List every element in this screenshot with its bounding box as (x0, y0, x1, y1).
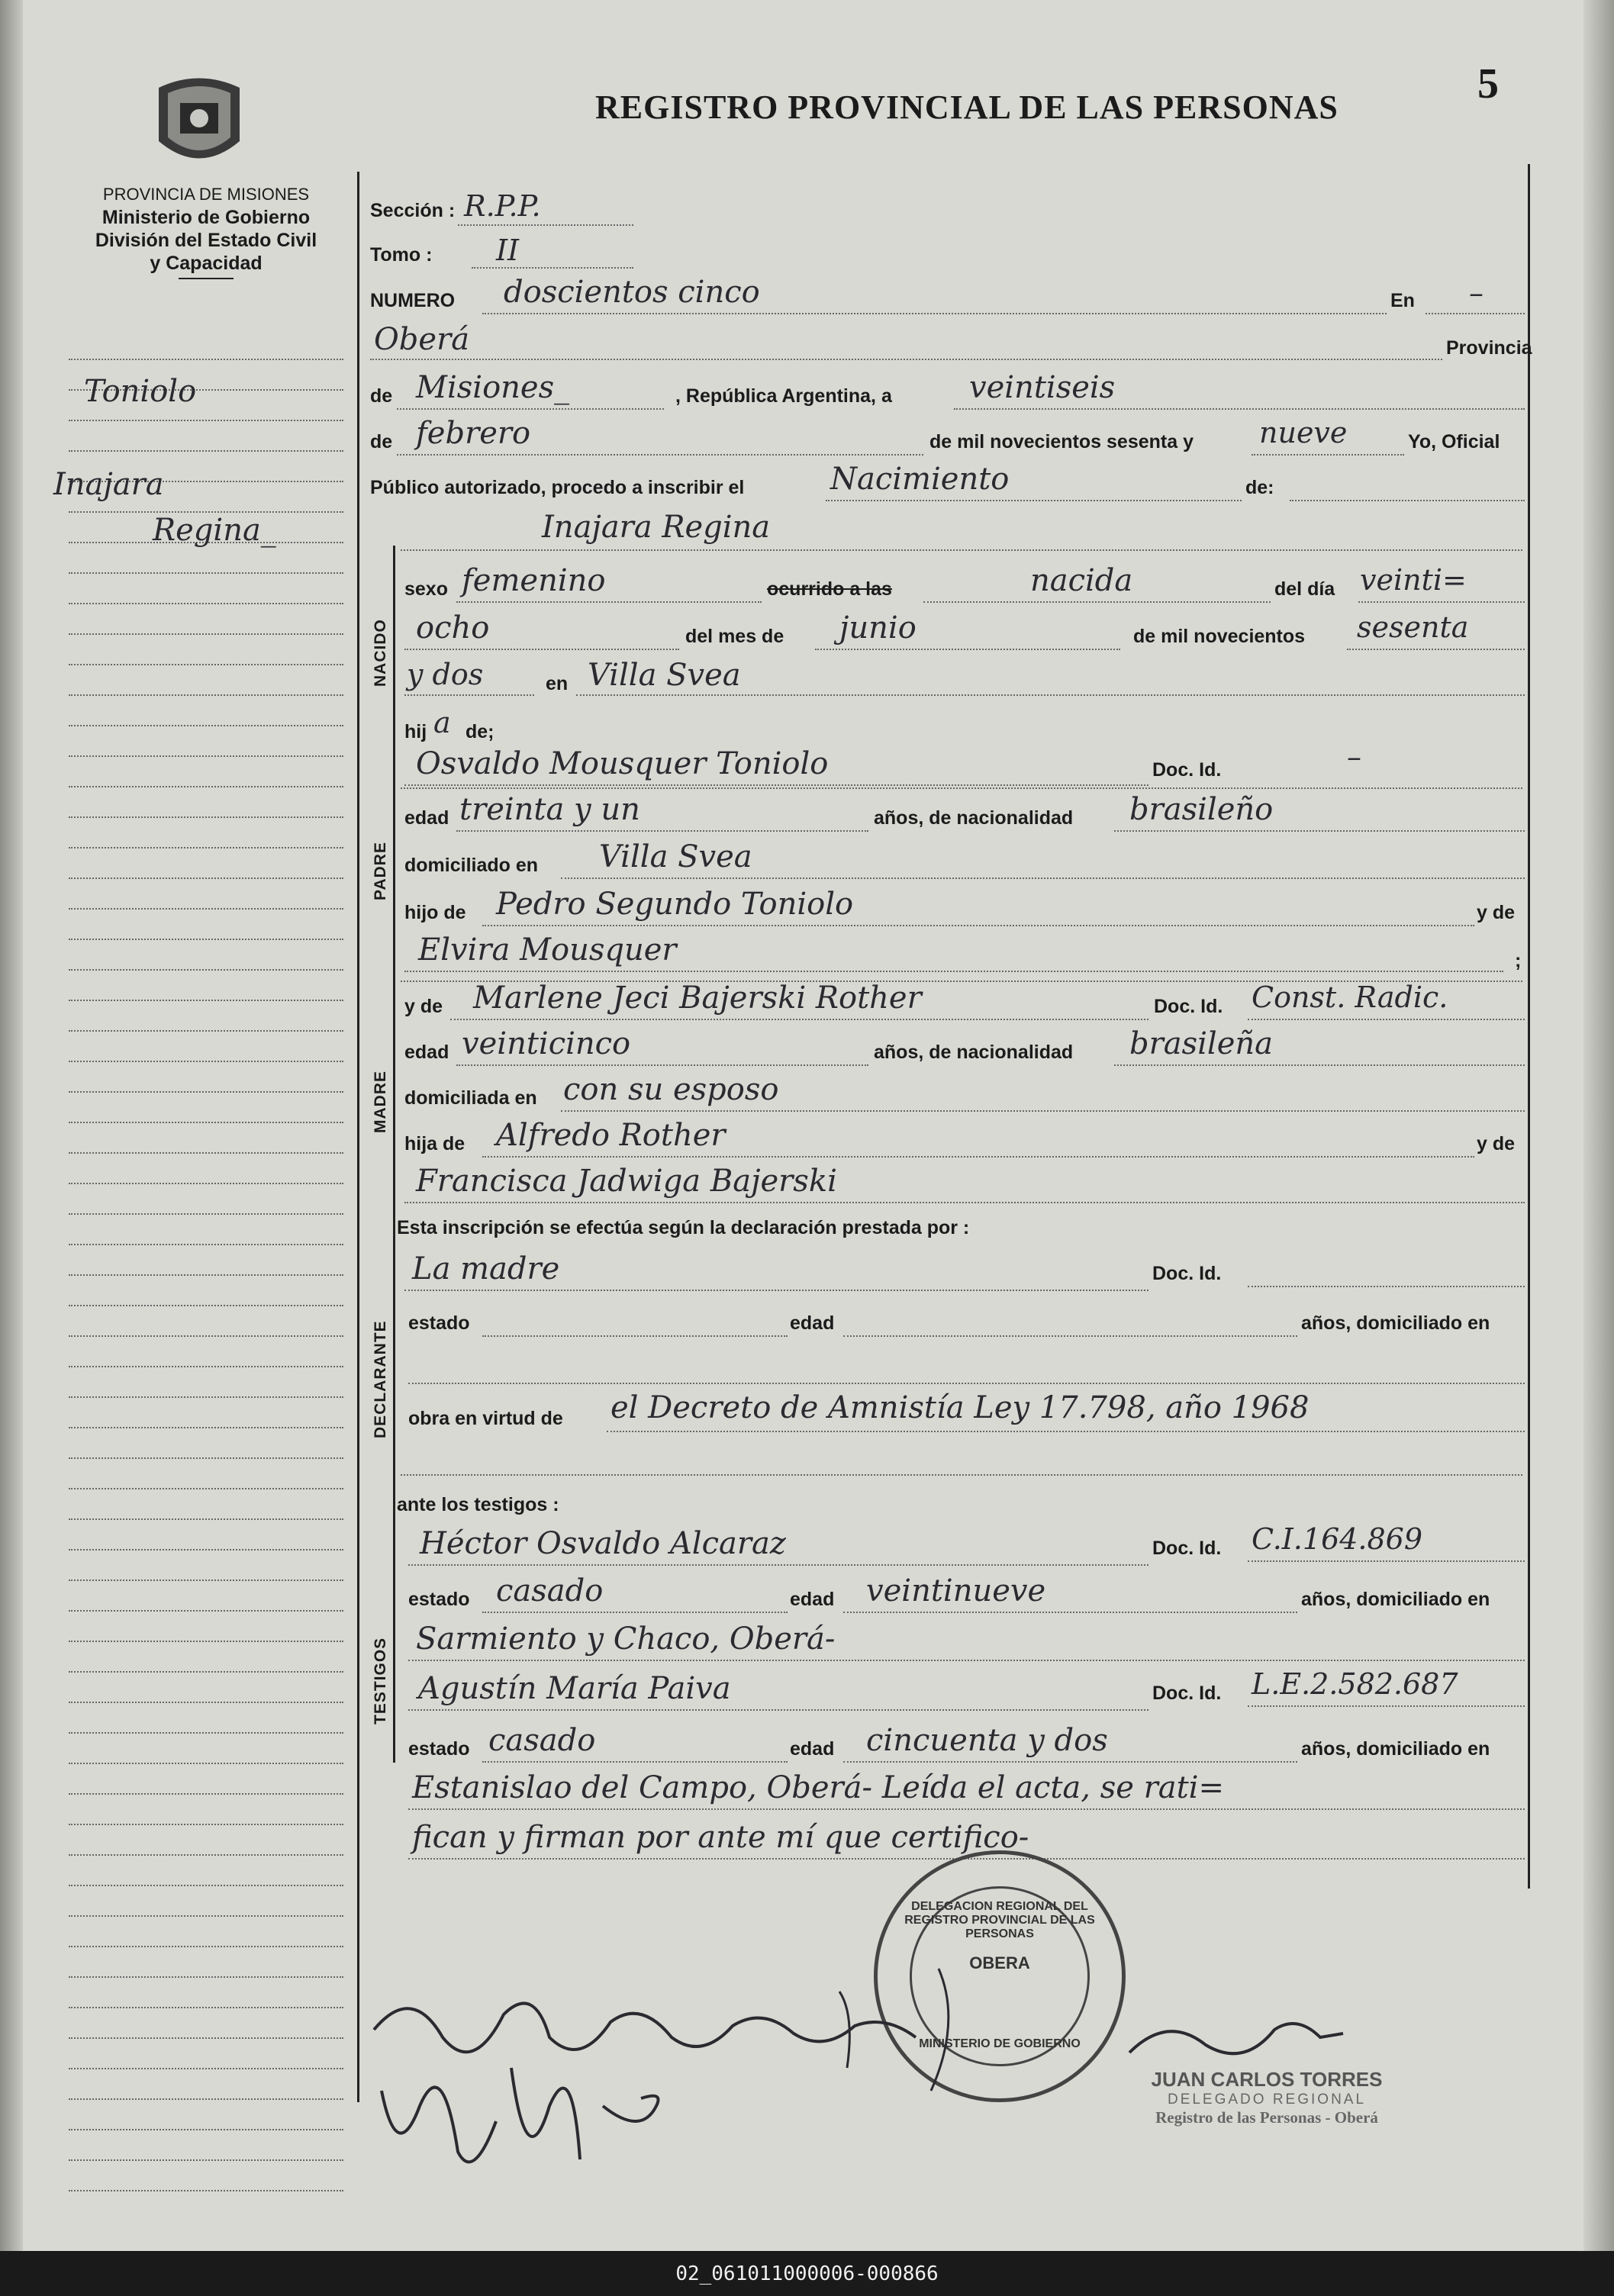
margin-rule-line (69, 1732, 343, 1734)
label-del-dia: del día (1274, 578, 1335, 600)
label-de-colon: de: (1245, 477, 1274, 498)
value-tomo: II (496, 233, 520, 267)
label-testigo1-edad: edad (790, 1589, 835, 1610)
margin-rule-line (69, 420, 343, 421)
margin-rule-line (69, 1366, 343, 1367)
margin-rule-line (69, 1244, 343, 1245)
margin-rule-line (69, 1702, 343, 1703)
margin-rule-line (69, 908, 343, 910)
margin-rule-line (69, 1763, 343, 1764)
org-province: PROVINCIA DE MISIONES (102, 185, 310, 204)
value-sexo: femenino (462, 563, 606, 598)
label-publico: Público autorizado, procedo a inscribir el (370, 477, 745, 498)
margin-rule-line (69, 1213, 343, 1215)
value-seccion: R.P.P. (464, 189, 541, 223)
label-sexo: sexo (404, 578, 448, 600)
margin-rule-line (69, 1885, 343, 1886)
label-ocurrido: ocurrido a las (767, 578, 892, 600)
section-rule (393, 546, 395, 1763)
value-anio-2: y dos (407, 658, 484, 691)
value-dia-2: ocho (416, 610, 490, 646)
margin-rule-line (69, 725, 343, 726)
label-testigo1-dom: años, domiciliado en (1301, 1589, 1490, 1610)
label-tomo: Tomo : (370, 244, 433, 266)
org-division: División del Estado Civil (95, 230, 317, 251)
org-capacity: y Capacidad (150, 253, 263, 274)
value-numero: doscientos cinco (504, 275, 760, 310)
margin-rule-line (69, 1122, 343, 1123)
margin-surname: Toniolo (84, 374, 197, 409)
value-dia-1: veinti= (1360, 563, 1467, 597)
label-de-mil: de mil novecientos (1133, 626, 1306, 647)
official-name: JUAN CARLOS TORRES (1151, 2068, 1383, 2091)
value-padre-nombre: Osvaldo Mousquer Toniolo (416, 746, 829, 781)
label-padre-edad: edad (404, 807, 449, 829)
side-label-padre: PADRE (372, 842, 389, 900)
margin-rule-line (69, 2007, 343, 2008)
stamp-text-bottom: MINISTERIO DE GOBIERNO (919, 2037, 1081, 2050)
value-provincia: Misiones_ (416, 370, 570, 405)
side-label-madre: MADRE (372, 1071, 389, 1133)
margin-rule-line (69, 450, 343, 452)
value-madre-nombre: Marlene Jeci Bajerski Rother (473, 981, 922, 1016)
official-block (1091, 2068, 1442, 2127)
label-testigo2-doc: Doc. Id. (1152, 1683, 1222, 1704)
value-padre-edad: treinta y un (459, 792, 640, 827)
label-de-mil-sesenta: de mil novecientos sesenta y (929, 431, 1194, 452)
margin-rule-line (69, 1671, 343, 1673)
label-declarante-edad: edad (790, 1312, 835, 1334)
book-binding (0, 0, 23, 2251)
value-cierre: fican y firman por ante mí que certifico- (412, 1820, 1029, 1855)
margin-rule-line (69, 1580, 343, 1581)
stamp-text-center: OBERA (969, 1953, 1030, 1972)
provincial-seal (151, 69, 247, 176)
margin-rule-line (69, 1305, 343, 1306)
margin-rule-line (69, 664, 343, 665)
margin-name-2: Regina_ (153, 513, 276, 548)
label-madre-y-de: y de (404, 996, 443, 1017)
value-madre-nac: brasileña (1129, 1026, 1273, 1061)
value-testigo2-edad: cincuenta y dos (866, 1723, 1108, 1758)
signatures (351, 1953, 1038, 2205)
margin-rule-line (69, 1152, 343, 1154)
margin-rule-line (69, 816, 343, 818)
margin-rule-line (69, 1946, 343, 1947)
label-seccion: Sección : (370, 200, 456, 221)
margin-rule-line (69, 1793, 343, 1795)
side-label-testigos: TESTIGOS (372, 1637, 389, 1724)
label-en-lower: en (546, 673, 569, 694)
value-madre-hija-y-de: Francisca Jadwiga Bajerski (416, 1164, 837, 1199)
label-padre-nac: años, de nacionalidad (874, 807, 1074, 829)
value-mes: junio (839, 610, 917, 646)
side-label-declarante: DECLARANTE (372, 1320, 389, 1438)
value-testigo2-doc: L.E.2.582.687 (1252, 1667, 1458, 1701)
margin-rule-line (69, 1427, 343, 1428)
label-madre-nac: años, de nacionalidad (874, 1042, 1074, 1063)
margin-rule-line (69, 1488, 343, 1489)
value-hij-suffix: a (433, 706, 451, 739)
official-role: DELEGADO REGIONAL (1167, 2092, 1367, 2108)
value-fecha-mes: febrero (416, 416, 531, 451)
margin-rule-line (69, 1976, 343, 1978)
margin-name-1: Inajara (53, 467, 164, 502)
label-madre-edad: edad (404, 1042, 449, 1063)
label-testigo1-doc: Doc. Id. (1152, 1538, 1222, 1559)
value-testigo1: Héctor Osvaldo Alcaraz (420, 1526, 786, 1561)
label-ante-testigos: ante los testigos : (397, 1494, 559, 1515)
label-obra: obra en virtud de (408, 1408, 563, 1429)
label-madre-dom: domiciliada en (404, 1087, 537, 1109)
margin-rule-line (69, 1915, 343, 1917)
label-madre-doc: Doc. Id. (1154, 996, 1223, 1017)
margin-rule-line (69, 1183, 343, 1184)
margin-rule (357, 172, 359, 2102)
label-de-2: de (370, 431, 393, 452)
label-declaracion: Esta inscripción se efectúa según la declaración prestada por : (397, 1217, 970, 1238)
label-de-semicolon: de; (466, 721, 495, 742)
label-semicolon: ; (1515, 950, 1522, 971)
value-madre-edad: veinticinco (462, 1026, 631, 1061)
org-ministry: Ministerio de Gobierno (101, 207, 311, 228)
value-padre-nac: brasileño (1129, 792, 1274, 827)
value-madre-hija-de: Alfredo Rother (496, 1118, 726, 1153)
value-testigo2-dom: Estanislao del Campo, Oberá- Leída el acta, se rati= (412, 1770, 1224, 1805)
stamp-text-top: DELEGACION REGIONAL DEL REGISTRO PROVINCIAL DE LAS PERSONAS (904, 1900, 1095, 1940)
official-office: Registro de las Personas - Oberá (1155, 2108, 1378, 2127)
value-testigo1-dom: Sarmiento y Chaco, Oberá- (416, 1621, 836, 1657)
margin-rule-line (69, 1457, 343, 1459)
label-numero: NUMERO (370, 290, 456, 311)
margin-rule-line (69, 572, 343, 574)
margin-rule-line (69, 359, 343, 360)
org-divider (179, 278, 234, 279)
value-testigo1-estado: casado (496, 1573, 604, 1608)
margin-rule-line (69, 847, 343, 849)
value-en: – (1469, 276, 1484, 310)
label-padre-doc: Doc. Id. (1152, 759, 1222, 781)
value-testigo2-estado: casado (488, 1723, 596, 1758)
margin-rule-line (69, 603, 343, 604)
label-yo-oficial: Yo, Oficial (1408, 431, 1500, 452)
margin-rule-line (69, 2068, 343, 2069)
value-obra: el Decreto de Amnistía Ley 17.798, año 1968 (610, 1390, 1310, 1425)
margin-rule-line (69, 969, 343, 971)
margin-rule-line (69, 786, 343, 787)
margin-rule-line (69, 1274, 343, 1276)
right-rule (1528, 164, 1530, 1889)
value-padre-hijo-de: Pedro Segundo Toniolo (496, 887, 854, 922)
margin-rule-line (69, 1091, 343, 1093)
label-del-mes: del mes de (685, 626, 784, 647)
value-madre-doc: Const. Radic. (1252, 981, 1448, 1014)
label-declarante-doc: Doc. Id. (1152, 1263, 1222, 1284)
label-en: En (1390, 290, 1415, 311)
label-provincia: Provincia (1446, 337, 1532, 359)
page-edge (1583, 0, 1614, 2251)
value-lugar: Oberá (374, 322, 470, 357)
margin-rule-line (69, 1000, 343, 1001)
value-padre-dom: Villa Svea (599, 839, 752, 874)
value-madre-dom: con su esposo (563, 1072, 779, 1107)
margin-rule-line (69, 2159, 343, 2161)
value-testigo1-edad: veintinueve (866, 1573, 1046, 1608)
value-padre-doc: – (1347, 740, 1361, 774)
value-inscripto: Inajara Regina (542, 510, 771, 545)
margin-rule-line (69, 1549, 343, 1551)
margin-rule-line (69, 2037, 343, 2039)
image-id-footer: 02_061011000006-000866 (0, 2251, 1614, 2296)
label-testigo1-estado: estado (408, 1589, 470, 1610)
label-madre-y-de-2: y de (1477, 1133, 1516, 1154)
value-testigo2: Agustín María Paiva (418, 1671, 731, 1706)
side-label-nacido: NACIDO (372, 619, 389, 687)
margin-rule-line (69, 1335, 343, 1337)
margin-rule-line (69, 1030, 343, 1032)
value-fecha-dia: veintiseis (969, 370, 1116, 405)
margin-rule-line (69, 755, 343, 757)
document-title: REGISTRO PROVINCIAL DE LAS PERSONAS (595, 89, 1339, 126)
value-lugar-nac: Villa Svea (588, 658, 741, 693)
label-padre-hijo-de: hijo de (404, 902, 466, 923)
value-padre-hijo-y-de: Elvira Mousquer (418, 932, 677, 968)
margin-rule-line (69, 633, 343, 635)
margin-rule-line (69, 1061, 343, 1062)
label-madre-hija-de: hija de (404, 1133, 466, 1154)
margin-rule-line (69, 1610, 343, 1612)
margin-rule-line (69, 694, 343, 696)
label-declarante-estado: estado (408, 1312, 470, 1334)
label-testigo2-estado: estado (408, 1738, 470, 1760)
official-signature (1122, 1999, 1351, 2068)
page-number: 5 (1477, 60, 1499, 108)
margin-rule-line (69, 2098, 343, 2100)
label-testigo2-edad: edad (790, 1738, 835, 1760)
value-anio-1: sesenta (1357, 610, 1469, 644)
margin-rule-line (69, 2129, 343, 2130)
margin-rule-line (69, 878, 343, 879)
value-nacida: nacida (1030, 563, 1133, 598)
value-declarante: La madre (412, 1251, 560, 1286)
margin-rule-line (69, 1518, 343, 1520)
issuing-authority (53, 183, 359, 282)
label-padre-dom: domiciliado en (404, 855, 539, 876)
label-testigo2-dom: años, domiciliado en (1301, 1738, 1490, 1760)
value-fecha-anio: nueve (1259, 416, 1348, 449)
margin-rule-line (69, 1396, 343, 1398)
value-testigo1-doc: C.I.164.869 (1252, 1522, 1423, 1556)
margin-rule-line (69, 939, 343, 940)
margin-rule-line (69, 2190, 343, 2191)
label-de: de (370, 385, 393, 407)
label-declarante-dom: años, domiciliado en (1301, 1312, 1490, 1334)
label-hij: hij (404, 721, 427, 742)
margin-rule-line (69, 1641, 343, 1642)
margin-rule-line (69, 1824, 343, 1825)
margin-rule-line (69, 1854, 343, 1856)
label-republica: , República Argentina, a (675, 385, 892, 407)
label-padre-y-de: y de (1477, 902, 1516, 923)
value-acto: Nacimiento (830, 462, 1010, 497)
